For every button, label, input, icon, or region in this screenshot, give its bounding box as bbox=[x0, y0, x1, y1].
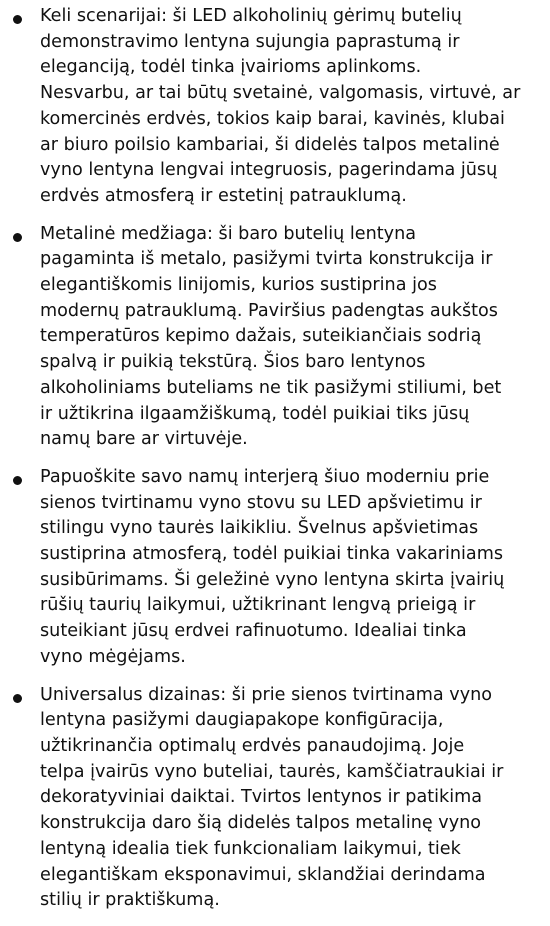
bullet-item-material bbox=[0, 222, 550, 453]
bullet-dot-icon bbox=[13, 233, 22, 242]
bullet-text: Keli scenarijai: ši LED alkoholinių gėrimų butelių demonstravimo lentyna sujungia paprastumą ir eleganciją, todėl tinka įvairioms aplinkoms. Nesvarbu, ar tai būtų svetainė, valgomasis, virtuvė, ar komercinės erdvės, tokios kaip barai, kavinės, klubai ar biuro poilsio kambariai, ši didelės talpos metalinė vyno lentyna lengvai integruosis, pagerindama jūsų erdvės atmosferą ir estetinį patrauklumą. bbox=[40, 6, 521, 206]
bullet-item-scenarios bbox=[0, 4, 550, 210]
feature-bullet-list bbox=[0, 4, 550, 926]
bullet-text: Metalinė medžiaga: ši baro butelių lentyna pagaminta iš metalo, pasižymi tvirta konstrukcija ir elegantiškomis linijomis, kurios sustiprina jos modernų patrauklumą. Paviršius padengtas aukštos temperatūros kepimo dažais, suteikiančiais sodrią spalvą ir puikią tekstūrą. Šios baro lentynos alkoholiniams buteliams ne tik pasižymi stiliumi, bet ir užtikrina ilgaamžiškumą, todėl puikiai tiks jūsų namų bare ar virtuvėje. bbox=[40, 223, 502, 450]
bullet-text: Papuoškite savo namų interjerą šiuo moderniu prie sienos tvirtinamu vyno stovu su LED apšvietimu ir stilingu vyno taurės laikikliu. Švelnus apšvietimas sustiprina atmosferą, todėl puikiai tinka vakariniams susibūrimams. Ši geležinė vyno lentyna skirta įvairių rūšių taurių laikymui, užtikrinant lengvą prieigą ir suteikiant jūsų erdvei rafinuotumo. Idealiai tinka vyno mėgėjams. bbox=[40, 466, 505, 667]
bullet-item-decorate bbox=[0, 465, 550, 671]
bullet-dot-icon bbox=[13, 694, 22, 703]
bullet-dot-icon bbox=[13, 15, 22, 24]
bullet-item-universal-design bbox=[0, 683, 550, 914]
bullet-dot-icon bbox=[13, 476, 22, 485]
bullet-text: Universalus dizainas: ši prie sienos tvirtinama vyno lentyna pasižymi daugiapakope konfigūracija, užtikrinančia optimalų erdvės panaudojimą. Joje telpa įvairūs vyno buteliai, taurės, kamščiatraukiai ir dekoratyviniai daiktai. Tvirtos lentynos ir patikima konstrukcija daro šią didelės talpos metalinę vyno lentyną idealia tiek funkcionaliam laikymui, tiek elegantiškam eksponavimui, sklandžiai derindama stilių ir praktiškumą. bbox=[40, 684, 504, 911]
